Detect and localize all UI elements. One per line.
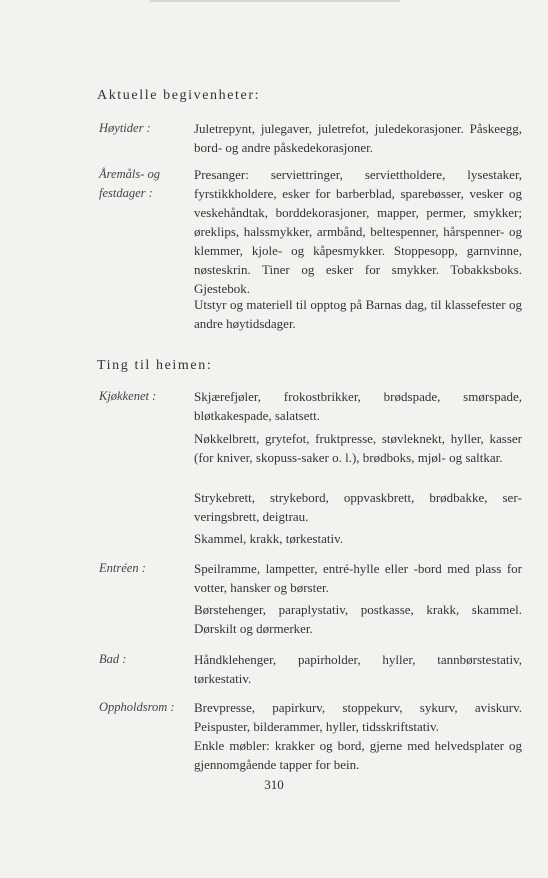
section-heading-events: Aktuelle begivenheter: [97, 88, 261, 103]
para-kjokkenet-2: Nøkkelbrett, grytefot, fruktpresse, støvleknekt, hyller, kasser (for kniver, skopuss-saker o. l.), brødboks, mjøl- og saltkar. [194, 431, 522, 465]
label-bad: Bad : [99, 652, 127, 666]
para-hoytider: Juletrepynt, julegaver, juletrefot, juledekorasjoner. Påskeegg, bord- og andre påskedekorasjoner. [194, 121, 522, 155]
para-entreen-1: Speilramme, lampetter, entré-hylle eller -bord med plass for votter, hansker og børster. [194, 561, 522, 595]
label-oppholdsrom: Oppholdsrom : [99, 700, 175, 714]
label-aremals-line1: Åremåls- og [99, 167, 160, 181]
para-aremals-presents: Presanger: serviettringer, serviettholdere, lysestaker, fyrstikkholdere, esker for barberblad, sparebøsser, vesker og veskehåndtak, borddekorasjoner, mapper, permer, smykker; øreklips, halssmykker, armbånd, beltespenner, hårspenner- og klemmer, kjole- og kåpesmykker. Stoppesopp, garnvinne, nøsteskrin. Tiner og esker for smykker. Tobakksboks. Gjestebok. [194, 167, 522, 296]
label-kjokkenet: Kjøkkenet : [99, 389, 157, 403]
para-oppholdsrom-1: Brevpresse, papirkurv, stoppekurv, sykurv, aviskurv. Peispuster, bilderammer, hyller, tidsskriftstativ. [194, 700, 522, 734]
para-aremals-equipment: Utstyr og materiell til opptog på Barnas dag, til klassefester og andre høytidsdager. [194, 297, 522, 331]
section-heading-home: Ting til heimen: [97, 358, 213, 373]
para-bad: Håndklehenger, papirholder, hyller, tannbørstestativ, tørkestativ. [194, 652, 522, 686]
para-kjokkenet-1: Skjærefjøler, frokostbrikker, brødspade, smørspade, bløtkakespade, salatsett. [194, 389, 522, 423]
para-entreen-2: Børstehenger, paraplystativ, postkasse, krakk, skammel. Dørskilt og dørmerker. [194, 602, 522, 636]
para-oppholdsrom-2: Enkle møbler: krakker og bord, gjerne med helvedsplater og gjennomgående tapper for bein. [194, 738, 522, 772]
label-aremals-line2: festdager : [99, 186, 153, 200]
para-kjokkenet-4: Skammel, krakk, tørkestativ. [194, 531, 343, 546]
page-number: 310 [264, 777, 284, 792]
label-hoytider: Høytider : [99, 121, 151, 135]
label-entreen: Entréen : [99, 561, 146, 575]
top-edge-rule [150, 0, 400, 2]
para-kjokkenet-3: Strykebrett, strykebord, oppvaskbrett, brødbakke, serveringsbrett, deigtrau. [194, 490, 522, 524]
